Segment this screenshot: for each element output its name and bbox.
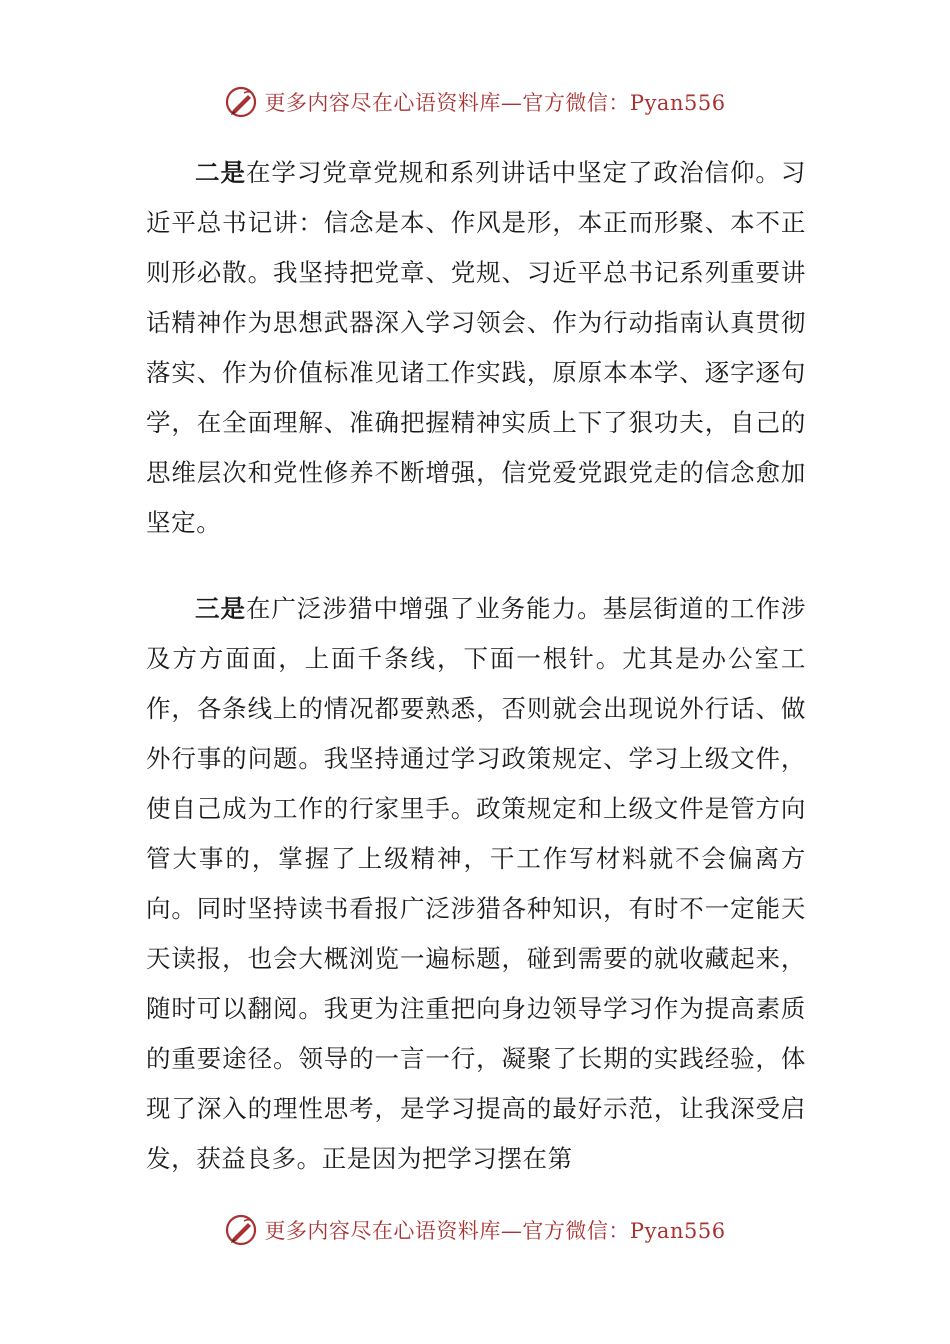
pen-logo-icon bbox=[224, 85, 258, 119]
paragraph-lead: 三是 bbox=[195, 594, 246, 623]
document-body bbox=[146, 148, 806, 1184]
watermark-text: 更多内容尽在心语资料库—官方微信：Pyan556 bbox=[264, 1219, 726, 1243]
watermark-text: 更多内容尽在心语资料库—官方微信：Pyan556 bbox=[264, 91, 726, 115]
paragraph bbox=[146, 148, 806, 548]
watermark-banner-top bbox=[0, 82, 950, 122]
paragraph-body: 在广泛涉猎中增强了业务能力。基层街道的工作涉及方方面面，上面千条线，下面一根针。尤其是办公室工作，各条线上的情况都要熟悉，否则就会出现说外行话、做外行事的问题。我坚持通过学习政策规定、学习上级文件，使自己成为工作的行家里手。政策规定和上级文件是管方向管大事的，掌握了上级精神，干工作写材料就不会偏离方向。同时坚持读书看报广泛涉猎各种知识，有时不一定能天天读报，也会大概浏览一遍标题，碰到需要的就收藏起来，随时可以翻阅。我更为注重把向身边领导学习作为提高素质的重要途径。领导的一言一行，凝聚了长期的实践经验，体现了深入的理性思考，是学习提高的最好示范，让我深受启发，获益良多。正是因为把学习摆在第 bbox=[146, 594, 806, 1173]
pen-logo-icon bbox=[224, 1213, 258, 1247]
paragraph bbox=[146, 584, 806, 1184]
paragraph-body: 在学习党章党规和系列讲话中坚定了政治信仰。习近平总书记讲：信念是本、作风是形，本正而形聚、本不正则形必散。我坚持把党章、党规、习近平总书记系列重要讲话精神作为思想武器深入学习领会、作为行动指南认真贯彻落实、作为价值标准见诸工作实践，原原本本学、逐字逐句学，在全面理解、准确把握精神实质上下了狠功夫，自己的思维层次和党性修养不断增强，信党爱党跟党走的信念愈加坚定。 bbox=[146, 158, 806, 537]
watermark-banner-bottom bbox=[0, 1210, 950, 1250]
paragraph-lead: 二是 bbox=[195, 158, 246, 187]
